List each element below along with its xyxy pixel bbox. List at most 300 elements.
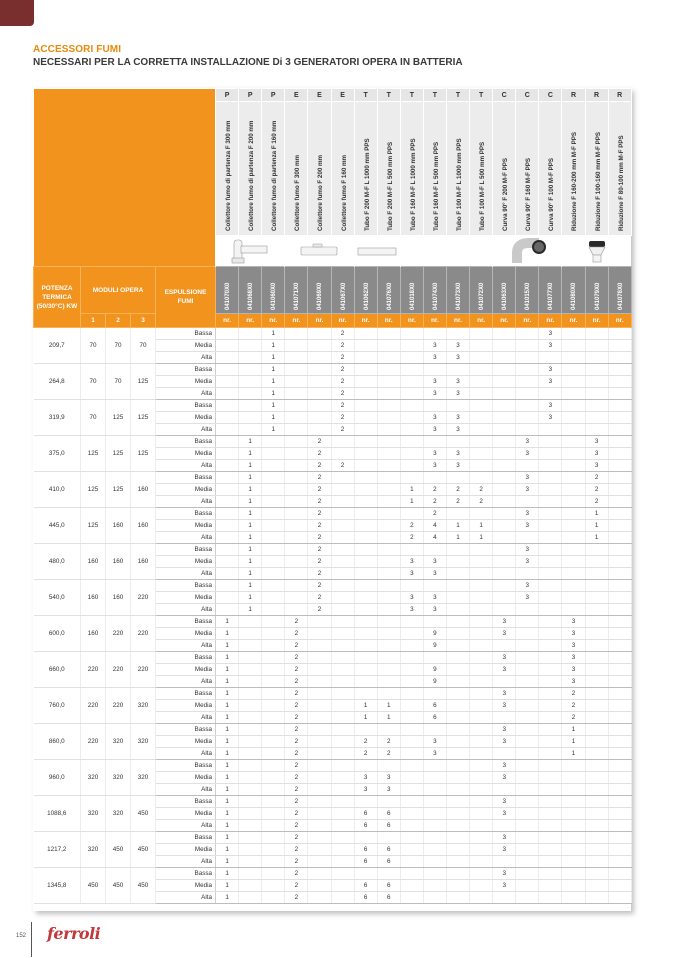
qty-cell: 1 bbox=[262, 388, 285, 400]
qty-cell bbox=[539, 436, 562, 448]
qty-cell bbox=[216, 532, 239, 544]
qty-cell bbox=[562, 868, 585, 880]
qty-cell: 3 bbox=[539, 400, 562, 412]
page-title: ACCESSORI FUMI bbox=[33, 44, 122, 55]
product-letter: T bbox=[377, 89, 400, 102]
qty-cell bbox=[446, 856, 469, 868]
moduli-cell: 450 bbox=[131, 832, 156, 868]
qty-cell: 1 bbox=[377, 700, 400, 712]
qty-cell bbox=[239, 820, 262, 832]
qty-cell bbox=[446, 400, 469, 412]
qty-cell bbox=[446, 832, 469, 844]
qty-cell: 3 bbox=[446, 376, 469, 388]
qty-cell bbox=[608, 808, 631, 820]
qty-cell bbox=[262, 688, 285, 700]
qty-cell bbox=[308, 736, 331, 748]
qty-cell bbox=[608, 844, 631, 856]
qty-cell: 3 bbox=[539, 340, 562, 352]
qty-cell: 2 bbox=[331, 352, 354, 364]
table-row bbox=[34, 868, 632, 880]
qty-cell bbox=[308, 892, 331, 904]
qty-cell bbox=[400, 676, 423, 688]
product-code bbox=[470, 267, 493, 314]
qty-cell bbox=[562, 568, 585, 580]
qty-cell bbox=[354, 328, 377, 340]
qty-cell bbox=[562, 532, 585, 544]
product-code-label: 041015X0 bbox=[525, 282, 532, 310]
qty-cell bbox=[308, 664, 331, 676]
qty-cell bbox=[377, 496, 400, 508]
qty-cell bbox=[423, 844, 446, 856]
potenza-cell: 480,0 bbox=[34, 544, 81, 580]
qty-cell bbox=[562, 484, 585, 496]
qty-cell bbox=[470, 364, 493, 376]
potenza-cell: 375,0 bbox=[34, 436, 81, 472]
qty-cell bbox=[608, 856, 631, 868]
moduli-cell: 160 bbox=[81, 580, 106, 616]
espulsione-level: Bassa bbox=[156, 868, 216, 880]
product-name bbox=[516, 102, 539, 236]
qty-cell: 3 bbox=[377, 784, 400, 796]
qty-cell: 2 bbox=[285, 688, 308, 700]
product-name-label: Curva 90° F 160 M-F PPS bbox=[525, 158, 533, 231]
qty-cell bbox=[446, 556, 469, 568]
qty-cell bbox=[493, 856, 516, 868]
qty-cell bbox=[354, 448, 377, 460]
qty-cell bbox=[562, 376, 585, 388]
product-code-label: 041072X0 bbox=[479, 282, 486, 310]
qty-cell bbox=[539, 700, 562, 712]
qty-cell bbox=[516, 400, 539, 412]
qty-cell bbox=[400, 724, 423, 736]
qty-cell bbox=[308, 808, 331, 820]
qty-cell: 2 bbox=[285, 676, 308, 688]
qty-cell bbox=[354, 460, 377, 472]
qty-cell bbox=[539, 796, 562, 808]
qty-cell bbox=[516, 376, 539, 388]
qty-cell bbox=[446, 772, 469, 784]
qty-cell: 2 bbox=[377, 736, 400, 748]
qty-cell bbox=[493, 484, 516, 496]
qty-cell: 3 bbox=[423, 556, 446, 568]
qty-cell bbox=[354, 724, 377, 736]
qty-cell bbox=[562, 880, 585, 892]
qty-cell bbox=[285, 604, 308, 616]
qty-cell bbox=[446, 328, 469, 340]
qty-cell bbox=[216, 472, 239, 484]
qty-cell bbox=[585, 424, 608, 436]
qty-cell bbox=[423, 400, 446, 412]
product-code-label: 041073X0 bbox=[456, 282, 463, 310]
qty-cell bbox=[377, 724, 400, 736]
qty-cell bbox=[493, 532, 516, 544]
qty-cell bbox=[470, 352, 493, 364]
qty-cell: 3 bbox=[585, 436, 608, 448]
qty-cell bbox=[608, 376, 631, 388]
qty-cell bbox=[470, 376, 493, 388]
product-code bbox=[562, 267, 585, 314]
qty-cell bbox=[608, 484, 631, 496]
qty-cell bbox=[216, 484, 239, 496]
qty-cell bbox=[493, 544, 516, 556]
product-letter: T bbox=[470, 89, 493, 102]
qty-cell: 2 bbox=[423, 496, 446, 508]
product-code-label: 041077X0 bbox=[548, 282, 555, 310]
qty-cell bbox=[377, 592, 400, 604]
product-name-label: Tubo F 200 M-F L 1000 mm PPS bbox=[363, 138, 371, 231]
qty-cell: 3 bbox=[423, 376, 446, 388]
product-code bbox=[516, 267, 539, 314]
qty-cell: 3 bbox=[423, 568, 446, 580]
qty-cell bbox=[308, 424, 331, 436]
qty-cell bbox=[308, 760, 331, 772]
product-name bbox=[262, 102, 285, 236]
qty-cell bbox=[585, 388, 608, 400]
qty-cell: 2 bbox=[354, 736, 377, 748]
unit-label: nr. bbox=[562, 314, 585, 328]
qty-cell bbox=[308, 340, 331, 352]
qty-cell bbox=[331, 832, 354, 844]
qty-cell bbox=[562, 520, 585, 532]
qty-cell: 3 bbox=[562, 628, 585, 640]
product-letter: E bbox=[285, 89, 308, 102]
qty-cell bbox=[470, 724, 493, 736]
espulsione-level: Bassa bbox=[156, 688, 216, 700]
qty-cell bbox=[446, 820, 469, 832]
qty-cell: 2 bbox=[585, 496, 608, 508]
qty-cell bbox=[331, 640, 354, 652]
qty-cell: 3 bbox=[493, 868, 516, 880]
qty-cell bbox=[470, 676, 493, 688]
qty-cell bbox=[470, 652, 493, 664]
qty-cell bbox=[539, 664, 562, 676]
product-name bbox=[216, 102, 239, 236]
qty-cell: 2 bbox=[585, 472, 608, 484]
qty-cell bbox=[423, 808, 446, 820]
qty-cell bbox=[562, 892, 585, 904]
qty-cell bbox=[446, 604, 469, 616]
table-row bbox=[34, 472, 632, 484]
qty-cell: 2 bbox=[377, 748, 400, 760]
qty-cell: 3 bbox=[516, 580, 539, 592]
qty-cell bbox=[377, 532, 400, 544]
qty-cell bbox=[377, 568, 400, 580]
qty-cell bbox=[493, 376, 516, 388]
qty-cell: 3 bbox=[493, 652, 516, 664]
qty-cell: 3 bbox=[562, 676, 585, 688]
espulsione-level: Media bbox=[156, 772, 216, 784]
qty-cell bbox=[423, 580, 446, 592]
qty-cell bbox=[585, 772, 608, 784]
espulsione-level: Alta bbox=[156, 748, 216, 760]
qty-cell bbox=[377, 688, 400, 700]
qty-cell bbox=[331, 784, 354, 796]
qty-cell bbox=[608, 676, 631, 688]
qty-cell bbox=[354, 424, 377, 436]
qty-cell bbox=[539, 484, 562, 496]
qty-cell: 1 bbox=[585, 532, 608, 544]
qty-cell bbox=[470, 736, 493, 748]
qty-cell bbox=[400, 388, 423, 400]
qty-cell bbox=[239, 724, 262, 736]
qty-cell bbox=[354, 640, 377, 652]
qty-cell: 3 bbox=[423, 424, 446, 436]
qty-cell bbox=[446, 628, 469, 640]
qty-cell bbox=[331, 724, 354, 736]
qty-cell bbox=[516, 340, 539, 352]
qty-cell bbox=[470, 424, 493, 436]
qty-cell bbox=[216, 496, 239, 508]
qty-cell bbox=[516, 496, 539, 508]
qty-cell: 6 bbox=[377, 808, 400, 820]
table-row bbox=[34, 832, 632, 844]
product-image bbox=[400, 236, 492, 267]
qty-cell: 4 bbox=[423, 532, 446, 544]
qty-cell: 1 bbox=[216, 676, 239, 688]
qty-cell bbox=[423, 616, 446, 628]
page-subtitle: NECESSARI PER LA CORRETTA INSTALLAZIONE Di 3 GENERATORI OPERA IN BATTERIA bbox=[33, 57, 463, 68]
qty-cell: 2 bbox=[285, 664, 308, 676]
qty-cell: 2 bbox=[285, 880, 308, 892]
qty-cell bbox=[608, 364, 631, 376]
qty-cell bbox=[400, 760, 423, 772]
qty-cell bbox=[354, 340, 377, 352]
qty-cell: 1 bbox=[239, 472, 262, 484]
qty-cell bbox=[400, 652, 423, 664]
qty-cell bbox=[470, 616, 493, 628]
qty-cell: 2 bbox=[354, 748, 377, 760]
qty-cell: 1 bbox=[262, 400, 285, 412]
espulsione-level: Media bbox=[156, 376, 216, 388]
qty-cell bbox=[216, 592, 239, 604]
qty-cell bbox=[377, 472, 400, 484]
qty-cell bbox=[608, 556, 631, 568]
qty-cell: 2 bbox=[308, 508, 331, 520]
qty-cell bbox=[516, 328, 539, 340]
qty-cell bbox=[400, 376, 423, 388]
qty-cell bbox=[470, 772, 493, 784]
qty-cell bbox=[516, 628, 539, 640]
qty-cell: 2 bbox=[308, 580, 331, 592]
product-letter: R bbox=[562, 89, 585, 102]
qty-cell bbox=[400, 448, 423, 460]
table-row bbox=[34, 364, 632, 376]
qty-cell bbox=[562, 328, 585, 340]
qty-cell bbox=[400, 352, 423, 364]
qty-cell: 6 bbox=[377, 820, 400, 832]
qty-cell bbox=[446, 544, 469, 556]
product-code-label: 041062X0 bbox=[363, 282, 370, 310]
table-row bbox=[34, 328, 632, 340]
moduli-cell: 160 bbox=[106, 544, 131, 580]
qty-cell bbox=[446, 592, 469, 604]
qty-cell bbox=[562, 352, 585, 364]
qty-cell bbox=[262, 460, 285, 472]
qty-cell bbox=[239, 748, 262, 760]
espulsione-level: Media bbox=[156, 484, 216, 496]
moduli-cell: 220 bbox=[106, 688, 131, 724]
qty-cell: 2 bbox=[285, 760, 308, 772]
qty-cell bbox=[377, 484, 400, 496]
qty-cell bbox=[539, 640, 562, 652]
qty-cell bbox=[493, 460, 516, 472]
qty-cell bbox=[446, 796, 469, 808]
qty-cell: 3 bbox=[562, 616, 585, 628]
qty-cell bbox=[308, 640, 331, 652]
qty-cell bbox=[354, 676, 377, 688]
moduli-cell: 160 bbox=[81, 544, 106, 580]
qty-cell: 3 bbox=[516, 520, 539, 532]
qty-cell bbox=[608, 472, 631, 484]
qty-cell bbox=[585, 352, 608, 364]
qty-cell bbox=[400, 544, 423, 556]
qty-cell bbox=[262, 796, 285, 808]
qty-cell bbox=[308, 880, 331, 892]
qty-cell: 1 bbox=[354, 712, 377, 724]
qty-cell bbox=[216, 448, 239, 460]
product-letter: R bbox=[585, 89, 608, 102]
qty-cell bbox=[331, 616, 354, 628]
espulsione-level: Bassa bbox=[156, 508, 216, 520]
qty-cell bbox=[608, 424, 631, 436]
qty-cell: 2 bbox=[285, 772, 308, 784]
product-code bbox=[493, 267, 516, 314]
qty-cell bbox=[470, 592, 493, 604]
qty-cell bbox=[262, 844, 285, 856]
espulsione-level: Media bbox=[156, 628, 216, 640]
espulsione-level: Media bbox=[156, 520, 216, 532]
qty-cell bbox=[539, 628, 562, 640]
qty-cell bbox=[539, 868, 562, 880]
qty-cell bbox=[493, 472, 516, 484]
qty-cell bbox=[539, 448, 562, 460]
product-letter: P bbox=[216, 89, 239, 102]
qty-cell bbox=[470, 328, 493, 340]
qty-cell bbox=[377, 448, 400, 460]
qty-cell bbox=[446, 676, 469, 688]
qty-cell bbox=[239, 664, 262, 676]
qty-cell bbox=[285, 340, 308, 352]
product-code-label: 041074X0 bbox=[432, 282, 439, 310]
qty-cell bbox=[216, 508, 239, 520]
qty-cell bbox=[608, 700, 631, 712]
qty-cell bbox=[539, 568, 562, 580]
qty-cell bbox=[562, 784, 585, 796]
qty-cell bbox=[262, 724, 285, 736]
product-name-label: Riduzione F 100-160 mm M-F PPS bbox=[594, 131, 602, 231]
qty-cell bbox=[516, 460, 539, 472]
potenza-cell: 600,0 bbox=[34, 616, 81, 652]
product-name-label: Riduzione F 80-100 mm M-F PPS bbox=[617, 135, 625, 231]
qty-cell bbox=[470, 508, 493, 520]
qty-cell bbox=[354, 508, 377, 520]
qty-cell bbox=[239, 412, 262, 424]
qty-cell bbox=[331, 484, 354, 496]
product-name-label: Collettore fumo F 300 mm bbox=[294, 155, 302, 231]
qty-cell: 6 bbox=[354, 880, 377, 892]
qty-cell bbox=[562, 604, 585, 616]
product-name-label: Tubo F 200 M-F L 500 mm PPS bbox=[386, 141, 394, 231]
product-name-label: Collettore fumo F 160 mm bbox=[340, 155, 348, 231]
product-code-label: 041078X0 bbox=[617, 282, 624, 310]
qty-cell: 3 bbox=[423, 340, 446, 352]
qty-cell bbox=[400, 784, 423, 796]
product-name-label: Collettore fumo di partenza F 200 mm bbox=[248, 120, 256, 231]
qty-cell bbox=[539, 460, 562, 472]
qty-cell bbox=[585, 832, 608, 844]
qty-cell bbox=[262, 628, 285, 640]
qty-cell bbox=[423, 544, 446, 556]
espulsione-level: Alta bbox=[156, 496, 216, 508]
qty-cell bbox=[354, 412, 377, 424]
qty-cell bbox=[585, 592, 608, 604]
qty-cell bbox=[400, 628, 423, 640]
qty-cell bbox=[331, 748, 354, 760]
qty-cell: 3 bbox=[493, 616, 516, 628]
qty-cell bbox=[516, 652, 539, 664]
qty-cell bbox=[285, 460, 308, 472]
qty-cell: 2 bbox=[308, 544, 331, 556]
qty-cell: 2 bbox=[331, 400, 354, 412]
qty-cell bbox=[470, 832, 493, 844]
qty-cell bbox=[516, 388, 539, 400]
product-code-label: 041071X0 bbox=[294, 282, 301, 310]
qty-cell bbox=[539, 688, 562, 700]
qty-cell: 3 bbox=[400, 604, 423, 616]
qty-cell bbox=[262, 448, 285, 460]
espulsione-level: Bassa bbox=[156, 400, 216, 412]
qty-cell bbox=[423, 328, 446, 340]
qty-cell: 1 bbox=[216, 808, 239, 820]
qty-cell: 3 bbox=[516, 556, 539, 568]
product-code-label: 041063X0 bbox=[502, 282, 509, 310]
qty-cell bbox=[446, 700, 469, 712]
product-name bbox=[239, 102, 262, 236]
qty-cell bbox=[262, 892, 285, 904]
qty-cell bbox=[516, 568, 539, 580]
qty-cell bbox=[585, 856, 608, 868]
qty-cell bbox=[608, 568, 631, 580]
qty-cell bbox=[262, 832, 285, 844]
qty-cell bbox=[285, 328, 308, 340]
qty-cell bbox=[539, 880, 562, 892]
qty-cell: 3 bbox=[446, 340, 469, 352]
qty-cell bbox=[285, 472, 308, 484]
product-code bbox=[608, 267, 631, 314]
qty-cell bbox=[262, 784, 285, 796]
qty-cell bbox=[285, 532, 308, 544]
qty-cell bbox=[608, 628, 631, 640]
qty-cell bbox=[400, 508, 423, 520]
qty-cell bbox=[262, 868, 285, 880]
qty-cell bbox=[585, 748, 608, 760]
qty-cell bbox=[516, 820, 539, 832]
moduli-cell: 450 bbox=[106, 868, 131, 904]
qty-cell bbox=[285, 352, 308, 364]
table-row bbox=[34, 652, 632, 664]
qty-cell bbox=[308, 388, 331, 400]
moduli-cell: 320 bbox=[131, 760, 156, 796]
qty-cell bbox=[262, 772, 285, 784]
espulsione-level: Alta bbox=[156, 352, 216, 364]
qty-cell bbox=[608, 388, 631, 400]
espulsione-level: Media bbox=[156, 700, 216, 712]
qty-cell bbox=[608, 436, 631, 448]
qty-cell bbox=[262, 712, 285, 724]
product-name-label: Curva 90° F 100 M-F PPS bbox=[548, 158, 556, 231]
unit-label: nr. bbox=[446, 314, 469, 328]
qty-cell bbox=[608, 328, 631, 340]
